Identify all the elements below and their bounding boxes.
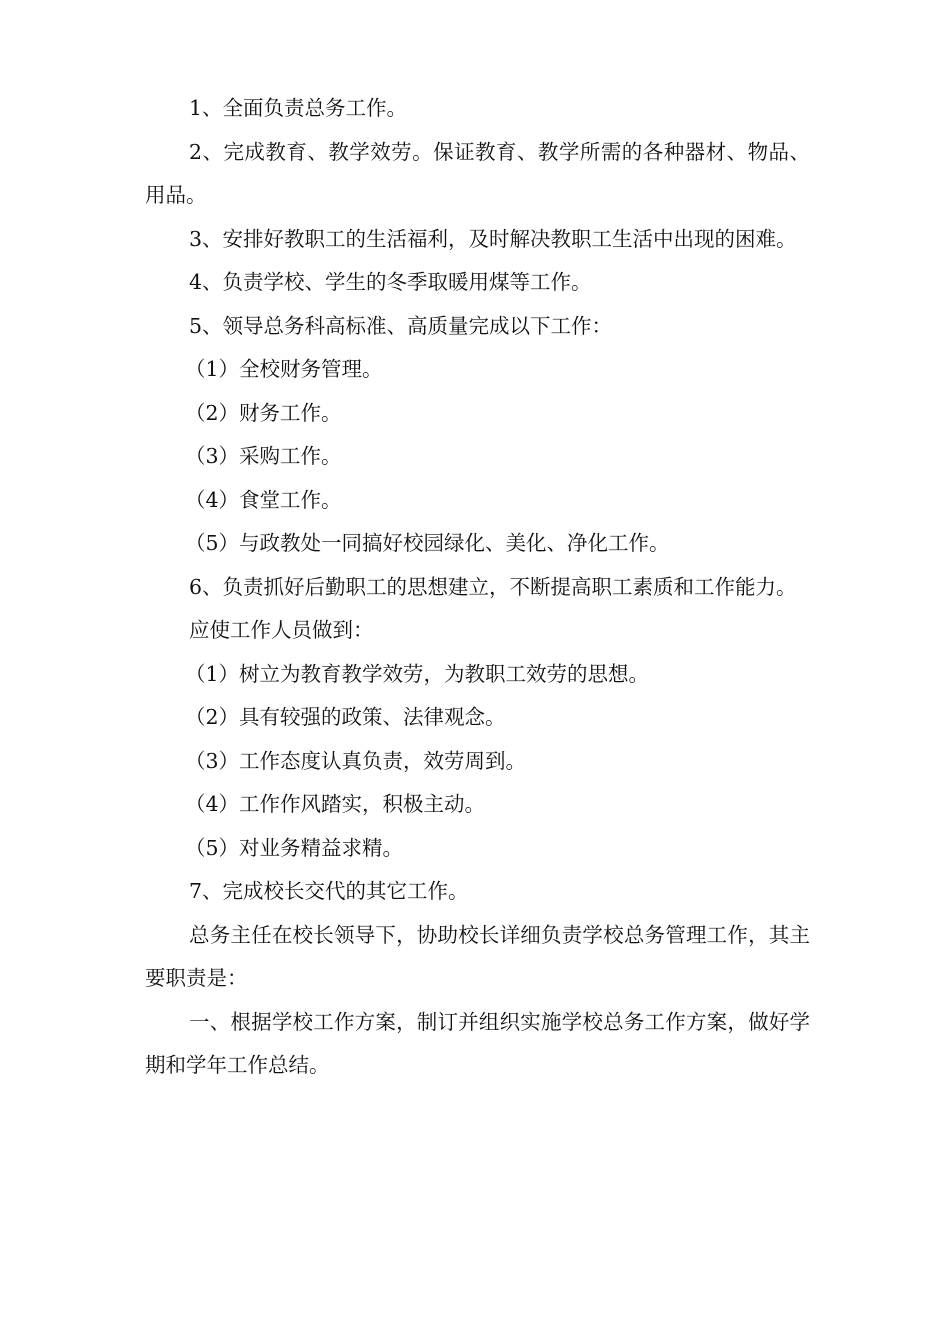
paragraph-5: 5、领导总务科高标准、高质量完成以下工作： [189, 313, 613, 338]
paragraph-2: 2、完成教育、教学效劳。保证教育、教学所需的各种器材、物品、 用品。 [145, 139, 810, 207]
paragraph-1: 1、全面负责总务工作。 [189, 96, 408, 120]
sub-item-req-1: （1）树立为教育教学效劳，为教职工效劳的思想。 [185, 661, 650, 686]
sub-item-req-4: （4）工作作风踏实，积极主动。 [185, 792, 486, 816]
sub-item-5-3: （3）采购工作。 [185, 444, 342, 468]
paragraph-3: 3、安排好教职工的生活福利，及时解决教职工生活中出现的困难。 [189, 226, 797, 251]
paragraph-4: 4、负责学校、学生的冬季取暖用煤等工作。 [189, 270, 592, 294]
sub-item-req-2: （2）具有较强的政策、法律观念。 [185, 705, 506, 729]
sub-item-5-2: （2）财务工作。 [185, 400, 342, 425]
paragraph-director-duties: 总务主任在校长领导下，协助校长详细负责学校总务管理工作，其主要职责是： [145, 922, 810, 990]
sub-item-req-3: （3）工作态度认真负责，效劳周到。 [185, 748, 527, 773]
sub-item-5-4: （4）食堂工作。 [185, 487, 342, 512]
sub-item-req-5: （5）对业务精益求精。 [185, 835, 404, 860]
paragraph-6: 6、负责抓好后勤职工的思想建立，不断提高职工素质和工作能力。 [189, 574, 797, 599]
document-page [145, 87, 810, 1088]
paragraph-requirements: 应使工作人员做到： [189, 618, 374, 642]
paragraph-7: 7、完成校长交代的其它工作。 [189, 879, 469, 903]
sub-item-5-1: （1）全校财务管理。 [185, 357, 383, 381]
paragraph-duty-one: 一、根据学校工作方案，制订并组织实施学校总务工作方案，做好学期和学年工作总结。 [145, 1009, 810, 1077]
sub-item-5-5: （5）与政教处一同搞好校园绿化、美化、净化工作。 [185, 531, 670, 555]
